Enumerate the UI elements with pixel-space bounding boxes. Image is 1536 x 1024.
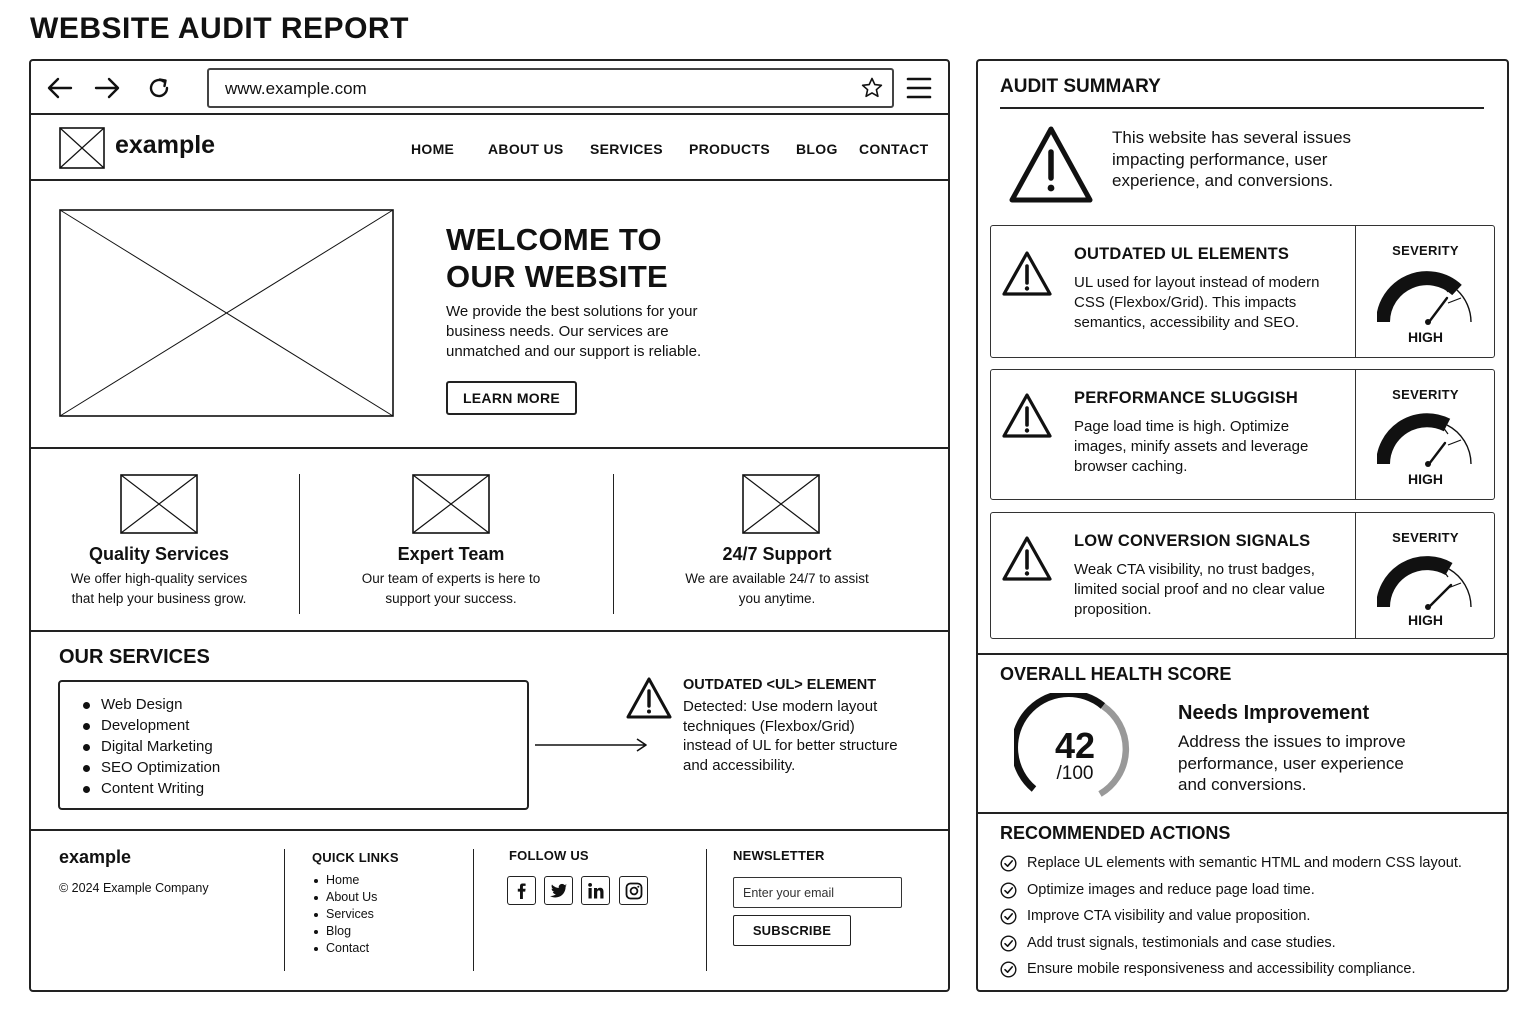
twitter-icon[interactable] <box>544 876 573 905</box>
email-input[interactable] <box>733 877 902 908</box>
audit-panel <box>976 59 1509 992</box>
severity-gauge-icon <box>1377 555 1477 613</box>
ul-issue-title: OUTDATED <UL> ELEMENT <box>683 677 877 693</box>
feature-title-expert: Expert Team <box>397 544 505 564</box>
feature-title-support: 24/7 Support <box>722 544 832 564</box>
issue-card-conversion[interactable] <box>990 512 1495 639</box>
list-item <box>1000 880 1462 907</box>
issue-text: UL used for layout instead of modern CSS (Flexbox/Grid). This impacts semantics, accessibility and SEO. <box>1074 274 1320 331</box>
health-score-title: OVERALL HEALTH SCORE <box>1000 664 1232 684</box>
feature-divider <box>613 474 614 614</box>
nav-about-us[interactable]: ABOUT US <box>488 141 564 157</box>
newsletter-heading: NEWSLETTER <box>733 848 825 863</box>
list-item[interactable]: Content Writing <box>80 778 220 799</box>
ul-issue-text: Detected: Use modern layout techniques (Flexbox/Grid) instead of UL for better structure and accessibility. <box>683 698 898 774</box>
hero-image-placeholder-icon <box>59 209 394 417</box>
logo-text[interactable]: example <box>115 131 216 159</box>
severity-gauge-icon <box>1377 270 1477 328</box>
footer-divider <box>284 849 285 971</box>
feature-text-line: support your success. <box>385 591 517 606</box>
footer-link-contact[interactable]: Contact <box>312 940 377 957</box>
site-header <box>31 115 948 181</box>
feature-text-quality <box>39 569 279 609</box>
severity-value: HIGH <box>1408 471 1443 487</box>
issue-card-ul[interactable] <box>990 225 1495 358</box>
check-circle-icon <box>1000 855 1017 872</box>
facebook-icon[interactable] <box>507 876 536 905</box>
feature-image-placeholder-icon <box>412 474 490 534</box>
hamburger-menu-icon[interactable] <box>905 75 933 101</box>
issue-title: OUTDATED UL ELEMENTS <box>1074 245 1290 263</box>
check-circle-icon <box>1000 882 1017 899</box>
recommended-actions-title: RECOMMENDED ACTIONS <box>1000 823 1231 843</box>
list-item <box>1000 906 1462 933</box>
footer-link-blog[interactable]: Blog <box>312 923 377 940</box>
action-text: Replace UL elements with semantic HTML and modern CSS layout. <box>1027 855 1462 871</box>
recommended-actions-list <box>1000 853 1462 986</box>
list-item[interactable]: Development <box>80 715 220 736</box>
check-circle-icon <box>1000 908 1017 925</box>
feature-text-line: Our team of experts is here to <box>361 571 541 586</box>
check-circle-icon <box>1000 961 1017 978</box>
health-score-max: /100 <box>1056 763 1094 784</box>
list-item <box>1000 933 1462 960</box>
warning-icon <box>1001 392 1053 440</box>
feature-image-placeholder-icon <box>742 474 820 534</box>
severity-cell <box>1355 370 1494 499</box>
footer-divider <box>473 849 474 971</box>
footer-divider <box>706 849 707 971</box>
health-status-text: Address the issues to improve performance, user experience and conversions. <box>1178 732 1406 794</box>
hero-title <box>446 221 668 295</box>
hero-text: We provide the best solutions for your business needs. Our services are unmatched and our support is reliable. <box>446 303 702 360</box>
instagram-icon[interactable] <box>619 876 648 905</box>
nav-blog[interactable]: BLOG <box>796 141 838 157</box>
feature-image-placeholder-icon <box>120 474 198 534</box>
severity-value: HIGH <box>1408 612 1443 628</box>
severity-value: HIGH <box>1408 329 1443 345</box>
list-item <box>1000 959 1462 986</box>
action-text: Ensure mobile responsiveness and accessibility compliance. <box>1027 961 1416 977</box>
issue-text: Weak CTA visibility, no trust badges, limited social proof and no clear value proposition. <box>1074 561 1325 618</box>
hero-section <box>31 181 948 449</box>
feature-divider <box>299 474 300 614</box>
site-footer <box>31 831 948 992</box>
issue-title: PERFORMANCE SLUGGISH <box>1074 389 1299 407</box>
audit-summary-title: AUDIT SUMMARY <box>1000 76 1161 97</box>
warning-icon <box>625 676 673 720</box>
feature-text-support <box>657 569 897 609</box>
page-title: WEBSITE AUDIT REPORT <box>30 12 409 45</box>
address-bar[interactable] <box>207 68 894 108</box>
severity-label: SEVERITY <box>1392 243 1459 258</box>
issue-title: LOW CONVERSION SIGNALS <box>1074 532 1311 550</box>
health-score-value: 42 <box>1054 725 1096 766</box>
list-item[interactable]: SEO Optimization <box>80 757 220 778</box>
services-title: OUR SERVICES <box>59 646 210 668</box>
logo-placeholder-icon[interactable] <box>59 127 105 169</box>
list-item <box>1000 853 1462 880</box>
feature-text-line: We are available 24/7 to assist <box>685 571 869 586</box>
footer-link-services[interactable]: Services <box>312 906 377 923</box>
action-text: Optimize images and reduce page load time. <box>1027 881 1315 898</box>
services-list-box <box>58 680 529 810</box>
nav-services[interactable]: SERVICES <box>590 141 663 157</box>
severity-label: SEVERITY <box>1392 530 1459 545</box>
arrow-right-icon <box>533 735 651 755</box>
divider <box>1000 107 1484 109</box>
back-arrow-icon[interactable] <box>44 73 76 103</box>
subscribe-button[interactable]: SUBSCRIBE <box>733 915 851 946</box>
star-icon[interactable] <box>860 76 884 100</box>
footer-link-home[interactable]: Home <box>312 872 377 889</box>
health-status-label: Needs Improvement <box>1178 702 1370 724</box>
hero-title-line1: WELCOME TO <box>446 222 662 257</box>
feature-title-quality: Quality Services <box>88 544 230 564</box>
browser-toolbar <box>31 61 948 115</box>
quick-links-list <box>312 872 377 957</box>
divider <box>978 653 1507 655</box>
forward-arrow-icon[interactable] <box>91 73 123 103</box>
feature-text-line: We offer high-quality services <box>70 571 248 586</box>
learn-more-button[interactable]: LEARN MORE <box>446 381 577 415</box>
divider <box>978 812 1507 814</box>
browser-window <box>29 59 950 992</box>
severity-cell <box>1355 513 1494 638</box>
services-section <box>31 632 948 831</box>
hero-title-line2: OUR WEBSITE <box>446 259 669 294</box>
warning-icon <box>1001 250 1053 298</box>
severity-cell <box>1355 226 1494 357</box>
severity-label: SEVERITY <box>1392 387 1459 402</box>
check-circle-icon <box>1000 935 1017 952</box>
issue-card-performance[interactable] <box>990 369 1495 500</box>
issue-text: Page load time is high. Optimize images, minify assets and leverage browser caching. <box>1074 418 1309 475</box>
footer-logo[interactable]: example <box>59 847 132 867</box>
list-item[interactable]: Web Design <box>80 694 220 715</box>
follow-us-heading: FOLLOW US <box>509 848 589 863</box>
severity-gauge-icon <box>1377 412 1477 470</box>
action-text: Add trust signals, testimonials and case studies. <box>1027 934 1336 951</box>
footer-link-about[interactable]: About Us <box>312 889 377 906</box>
url-text[interactable]: www.example.com <box>225 79 367 98</box>
list-item[interactable]: Digital Marketing <box>80 736 220 757</box>
features-section <box>31 449 948 632</box>
feature-text-expert <box>331 569 571 609</box>
quick-links-heading: QUICK LINKS <box>312 850 399 865</box>
linkedin-icon[interactable] <box>581 876 610 905</box>
nav-home[interactable]: HOME <box>411 141 455 157</box>
footer-copyright: © 2024 Example Company <box>59 881 209 895</box>
action-text: Improve CTA visibility and value proposition. <box>1027 908 1311 924</box>
feature-text-line: that help your business grow. <box>71 591 247 606</box>
services-list <box>80 694 220 799</box>
warning-icon <box>1001 535 1053 583</box>
nav-products[interactable]: PRODUCTS <box>689 141 770 157</box>
reload-icon[interactable] <box>143 73 175 103</box>
feature-text-line: you anytime. <box>738 591 816 606</box>
audit-summary-text: This website has several issues impacting performance, user experience, and conversions. <box>1112 128 1352 190</box>
nav-contact[interactable]: CONTACT <box>859 141 929 157</box>
warning-icon <box>1008 125 1094 205</box>
